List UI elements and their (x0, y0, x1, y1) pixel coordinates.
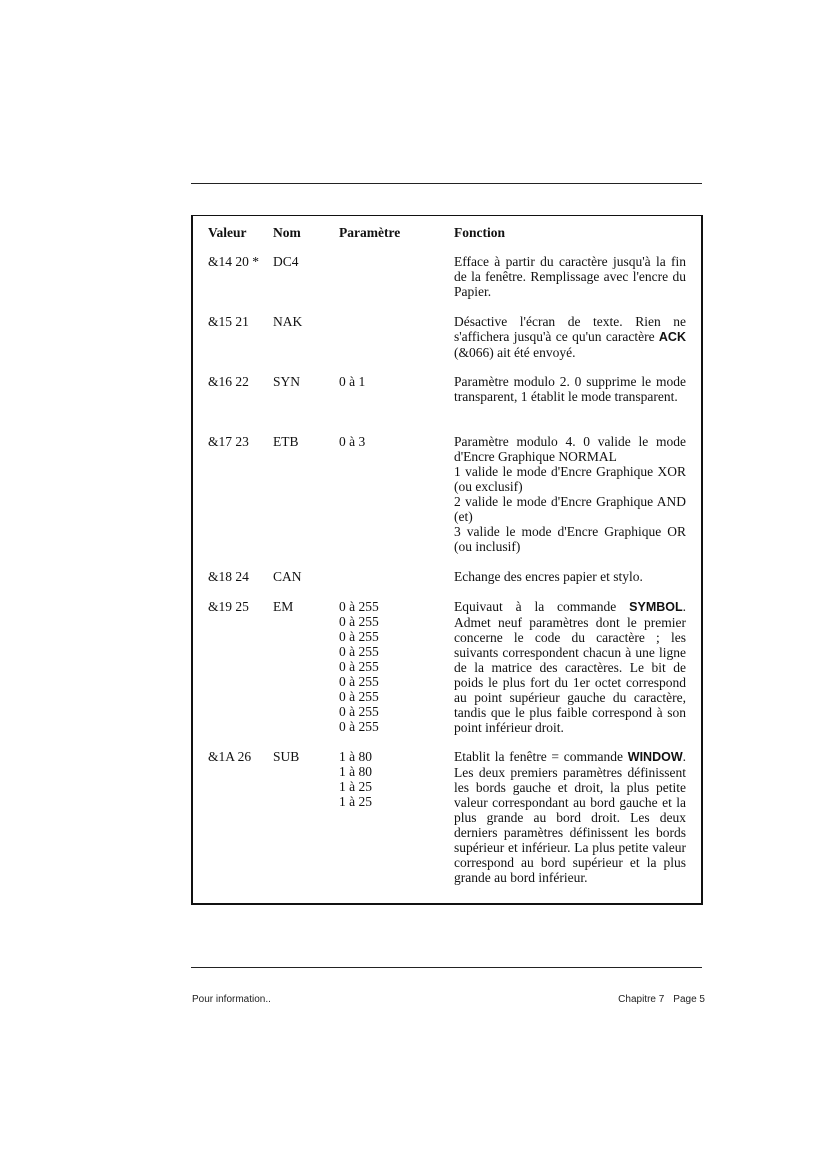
fonction-text: (&066) ait été envoyé. (454, 345, 576, 360)
header-parametre: Paramètre (339, 225, 401, 240)
parametre-value: 0 à 255 (339, 689, 379, 704)
nom-cell: NAK (273, 314, 303, 329)
fonction-cell (454, 599, 686, 735)
fonction-text: Paramètre modulo 2. 0 supprime le mode transparent, 1 établit le mode transparent. (454, 374, 686, 404)
parametre-cell (339, 374, 365, 389)
keyword-window: WINDOW (627, 750, 683, 764)
valeur-cell: &15 21 (208, 314, 249, 329)
parametre-value: 1 à 25 (339, 779, 372, 794)
fonction-text: Efface à partir du caractère jusqu'à la fin de la fenêtre. Remplissage avec l'encre du Papier. (454, 254, 686, 299)
parametre-cell (339, 434, 365, 449)
valeur-cell: &14 20 * (208, 254, 260, 269)
fonction-cell (454, 254, 686, 299)
footer-page-info (618, 994, 705, 1005)
nom-cell: SUB (273, 749, 300, 764)
valeur-cell: &18 24 (208, 569, 249, 584)
fonction-text: Paramètre modulo 4. 0 valide le mode d'Encre Graphique NORMAL (454, 434, 686, 464)
parametre-value: 0 à 255 (339, 674, 379, 689)
header-fonction: Fonction (454, 225, 506, 240)
nom-cell: EM (273, 599, 294, 614)
parametre-cell (339, 749, 372, 809)
fonction-text: Désactive l'écran de texte. Rien ne s'affichera jusqu'à ce qu'un caractère (454, 314, 686, 344)
footer-note: Pour information.. (192, 994, 271, 1005)
fonction-text: Etablit la fenêtre = commande (454, 749, 628, 764)
parametre-value: 0 à 255 (339, 704, 379, 719)
parametre-value: 0 à 255 (339, 599, 379, 614)
parametre-cell (339, 599, 379, 734)
bottom-rule (191, 967, 702, 968)
header-valeur: Valeur (208, 225, 247, 240)
chapter-label: Chapitre 7 (618, 994, 665, 1005)
fonction-cell (454, 374, 686, 404)
parametre-value: 0 à 255 (339, 644, 379, 659)
parametre-value: 0 à 255 (339, 719, 379, 734)
fonction-cell (454, 749, 686, 885)
parametre-value: 1 à 80 (339, 764, 372, 779)
nom-cell: SYN (273, 374, 301, 389)
parametre-value: 1 à 25 (339, 794, 372, 809)
fonction-cell (454, 434, 686, 554)
valeur-cell: &17 23 (208, 434, 249, 449)
control-codes-table (191, 215, 703, 905)
nom-cell: ETB (273, 434, 299, 449)
fonction-text: 2 valide le mode d'Encre Graphique AND (et) (454, 494, 686, 524)
nom-cell: DC4 (273, 254, 299, 269)
header-nom: Nom (273, 225, 301, 240)
keyword-ack: ACK (658, 330, 686, 344)
fonction-text: 1 valide le mode d'Encre Graphique XOR (ou exclusif) (454, 464, 686, 494)
fonction-cell (454, 569, 686, 584)
parametre-value: 0 à 1 (339, 374, 366, 389)
parametre-value: 0 à 255 (339, 659, 379, 674)
fonction-text: . Les deux premiers paramètres définissent les bords gauche et droit, la plus petite valeur correspondant au bord gauche et la plus grande au bord droit. Les deux derniers paramètres définissent les bords supérieur et inférieur. La plus petite valeur correspond au bord supérieur et la plus grande au bord inférieur. (454, 749, 686, 885)
top-rule (191, 183, 702, 184)
parametre-value: 0 à 3 (339, 434, 366, 449)
parametre-value: 0 à 255 (339, 629, 379, 644)
fonction-text: 3 valide le mode d'Encre Graphique OR (ou inclusif) (454, 524, 686, 554)
keyword-symbol: SYMBOL (629, 600, 683, 614)
fonction-text: . Admet neuf paramètres dont le premier concerne le code du caractère ; les suivants correspondent chacun à une ligne de la matrice des caractères. Le bit de poids le plus fort du 1er octet correspond au point supérieur gauche du caractère, tandis que le plus faible correspond à son point inférieur droit. (454, 599, 686, 735)
page-number: Page 5 (673, 994, 705, 1005)
valeur-cell: &19 25 (208, 599, 249, 614)
parametre-value: 0 à 255 (339, 614, 379, 629)
valeur-cell: &1A 26 (208, 749, 252, 764)
fonction-text: Echange des encres papier et stylo. (454, 569, 643, 584)
valeur-cell: &16 22 (208, 374, 249, 389)
nom-cell: CAN (273, 569, 302, 584)
parametre-value: 1 à 80 (339, 749, 372, 764)
fonction-text: Equivaut à la commande (454, 599, 630, 614)
fonction-cell (454, 314, 686, 360)
